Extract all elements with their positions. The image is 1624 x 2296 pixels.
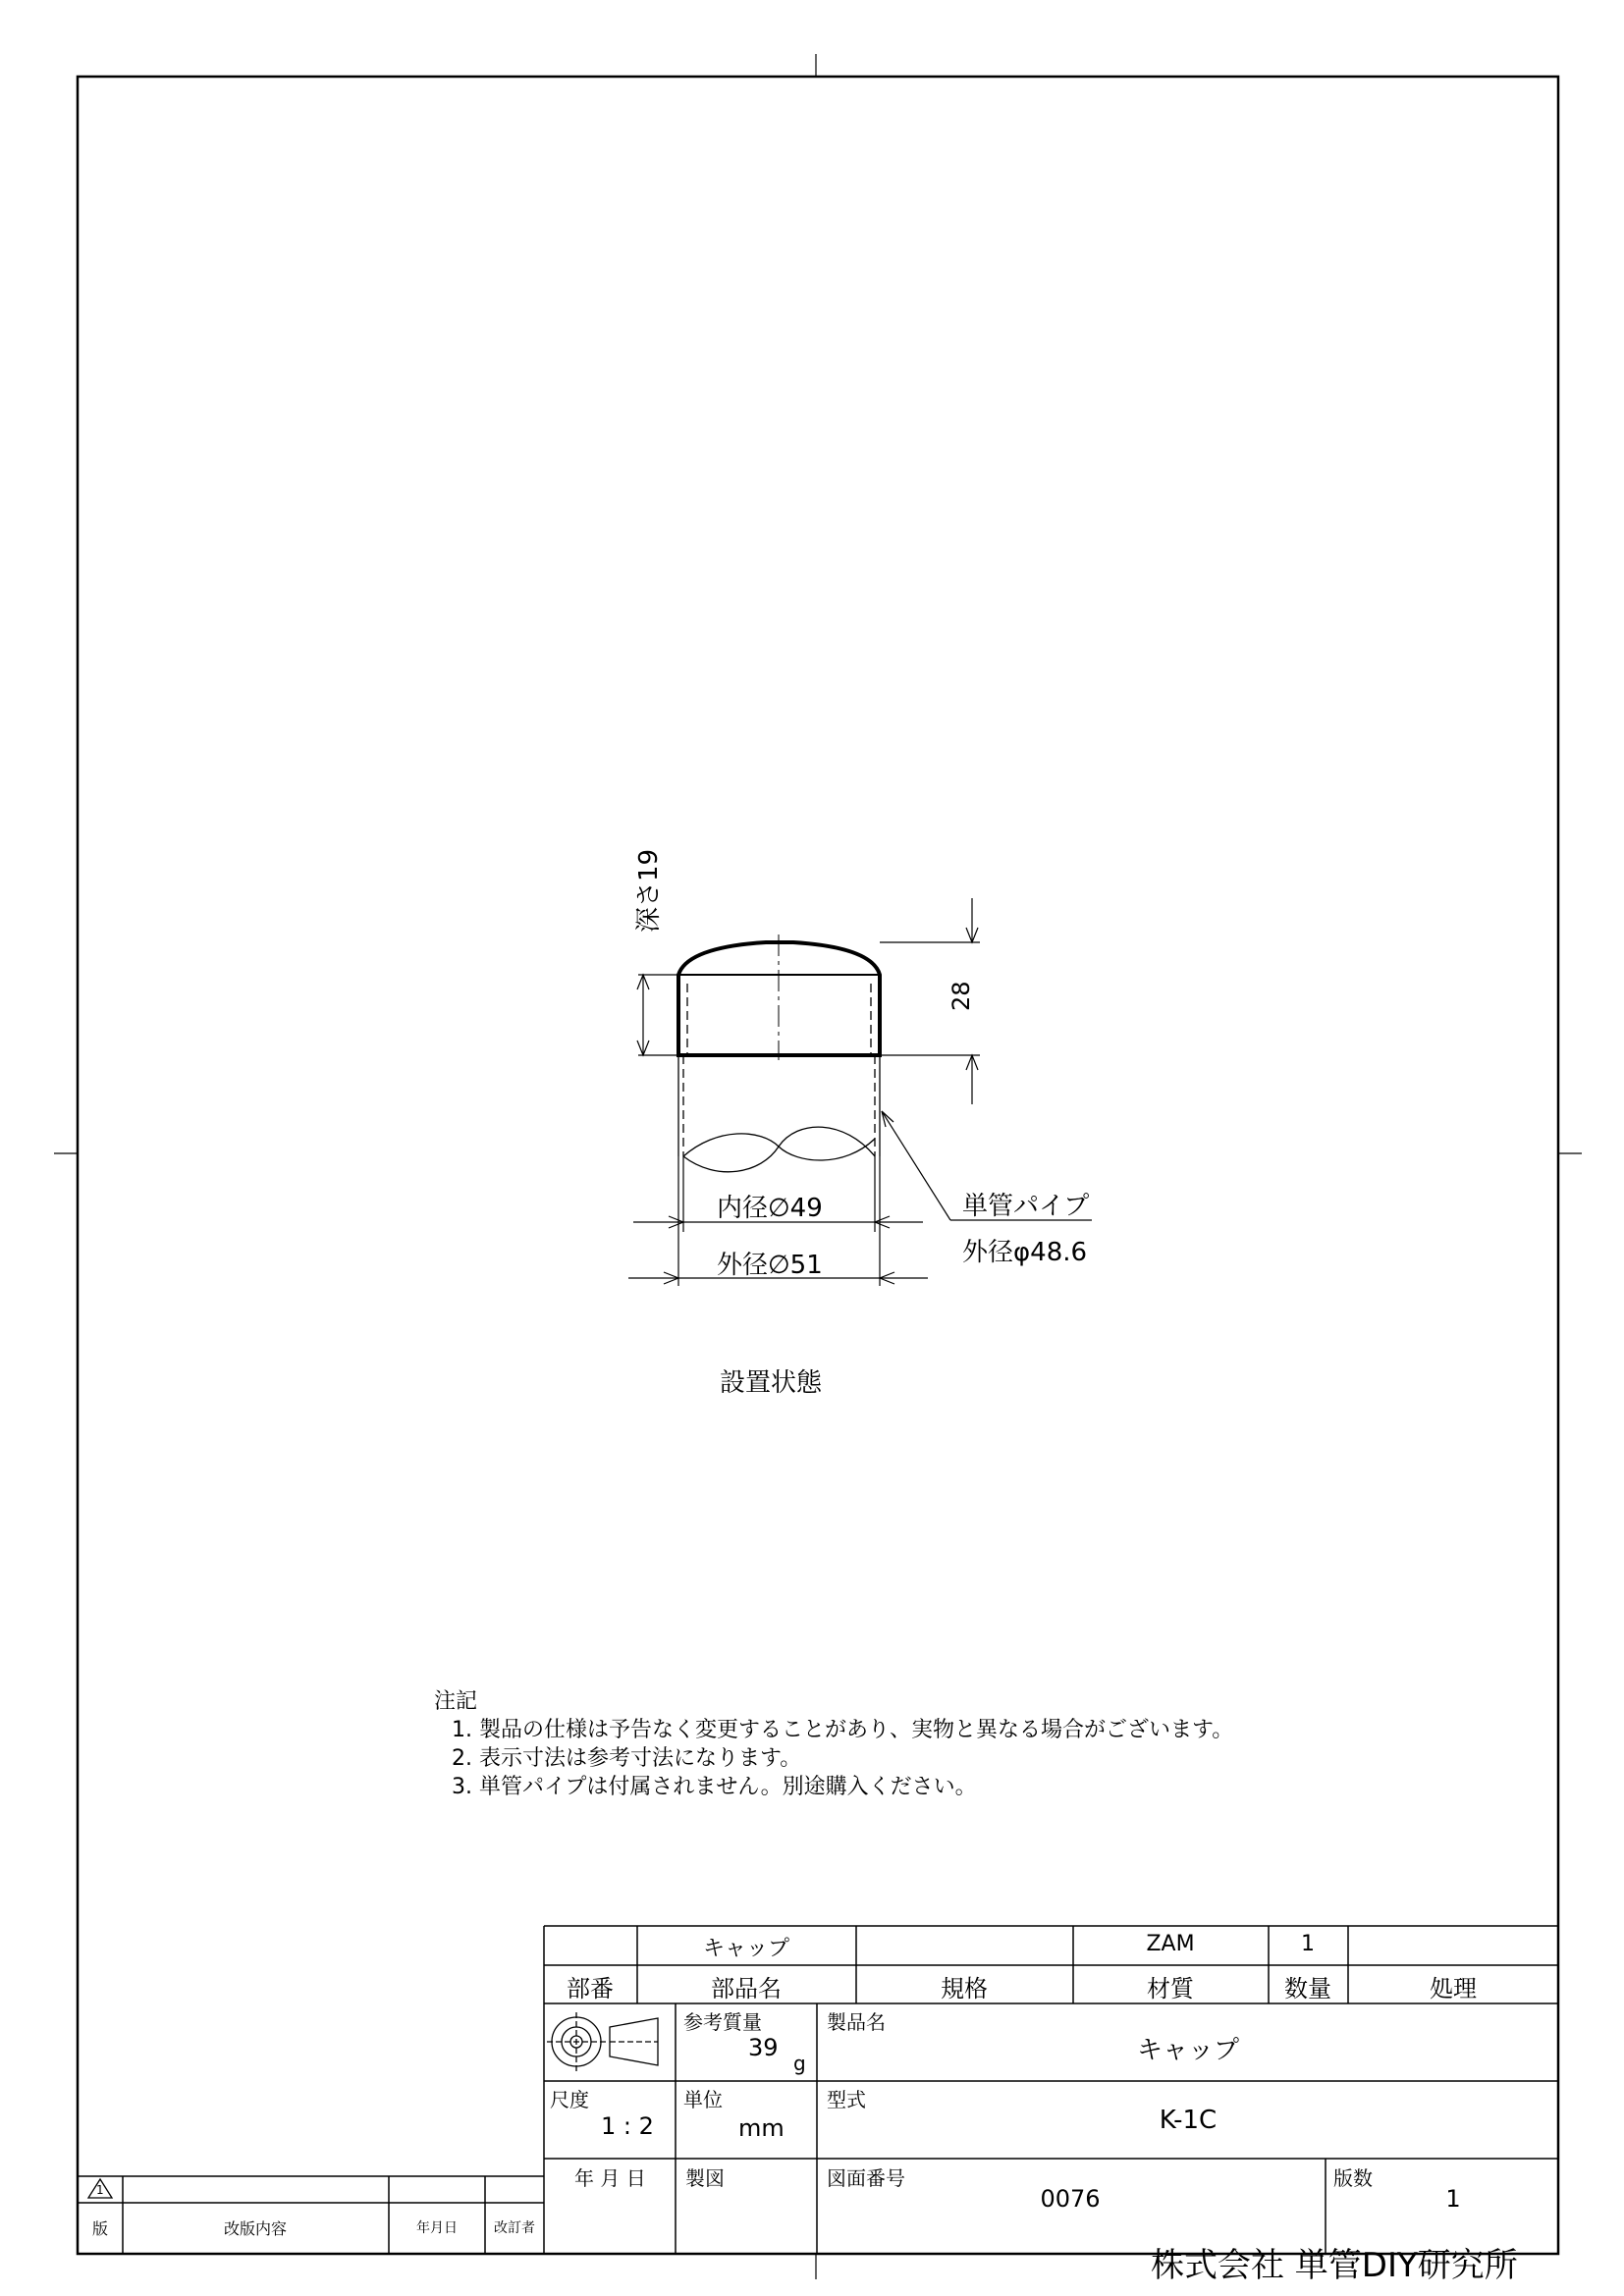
scale-value: 1 : 2 xyxy=(601,2112,654,2140)
unit-label: 単位 xyxy=(683,2088,723,2111)
pipe-label: 単管パイプ xyxy=(962,1192,1090,1221)
mass-value: 39 xyxy=(748,2034,779,2061)
scale-label: 尺度 xyxy=(550,2088,589,2111)
date-label: 年 月 日 xyxy=(574,2166,646,2190)
edition-label: 版数 xyxy=(1333,2166,1373,2190)
edition-value: 1 xyxy=(1445,2185,1461,2213)
header-part-name: 部品名 xyxy=(711,1975,782,2002)
pipe-diameter-text xyxy=(962,1232,1087,1268)
parts-list-grid xyxy=(78,1926,1558,2254)
view-caption: 設置状態 xyxy=(720,1368,823,1398)
drawing-number-label: 図面番号 xyxy=(827,2166,905,2190)
header-spec: 規格 xyxy=(941,1975,988,2002)
pipe-diameter-value: φ48.6 xyxy=(1013,1238,1088,1267)
inner-diameter-text xyxy=(717,1188,823,1224)
inner-diameter-value: ∅49 xyxy=(768,1194,823,1223)
note-item-3: 3. 単管パイプは付属されません。別途購入ください。 xyxy=(452,1775,977,1799)
inner-diameter-label: 内径 xyxy=(717,1194,769,1223)
depth-dimension xyxy=(637,975,678,1055)
parts-row-material: ZAM xyxy=(1146,1932,1195,1956)
mass-unit: g xyxy=(793,2052,806,2075)
revision-header-date: 年月日 xyxy=(416,2220,458,2236)
revision-header-reviser: 改訂者 xyxy=(494,2220,535,2236)
header-quantity: 数量 xyxy=(1284,1975,1331,2002)
outer-diameter-text xyxy=(717,1245,823,1281)
height-label: 28 xyxy=(947,981,975,1011)
model-label: 型式 xyxy=(827,2088,866,2111)
header-part-no: 部番 xyxy=(567,1975,614,2002)
projection-symbol-icon xyxy=(547,2012,658,2071)
cap-drawing xyxy=(628,898,1092,1286)
company-name: 株式会社 単管DIY研究所 xyxy=(1151,2246,1518,2285)
parts-row-quantity: 1 xyxy=(1301,1932,1315,1956)
parts-row-part-name: キャップ xyxy=(702,1937,790,1961)
unit-value: mm xyxy=(738,2114,785,2142)
revision-header-content: 改版内容 xyxy=(223,2219,288,2238)
note-item-1: 1. 製品の仕様は予告なく変更することがあり、実物と異なる場合がございます。 xyxy=(452,1718,1234,1742)
model-value: K-1C xyxy=(1159,2106,1218,2135)
pipe-break-line xyxy=(683,1134,875,1160)
header-material: 材質 xyxy=(1147,1975,1194,2002)
sheet-border xyxy=(78,77,1558,2254)
revision-header-edition: 版 xyxy=(91,2219,109,2238)
note-item-2: 2. 表示寸法は参考寸法になります。 xyxy=(452,1746,802,1771)
drawing-number: 0076 xyxy=(1040,2185,1101,2213)
depth-label: 深さ19 xyxy=(634,848,664,933)
product-name: キャップ xyxy=(1136,2036,1240,2065)
mass-label: 参考質量 xyxy=(683,2010,762,2034)
product-name-label: 製品名 xyxy=(827,2010,886,2034)
notes-heading: 注記 xyxy=(434,1689,478,1714)
revision-triangle-number: 1 xyxy=(96,2183,104,2197)
drawn-by-label: 製図 xyxy=(685,2166,725,2190)
pipe-diameter-label: 外径 xyxy=(962,1238,1014,1267)
header-treatment: 処理 xyxy=(1430,1975,1477,2002)
outer-diameter-label: 外径 xyxy=(717,1251,769,1280)
center-marks xyxy=(54,54,1582,2279)
outer-diameter-value: ∅51 xyxy=(768,1251,823,1280)
